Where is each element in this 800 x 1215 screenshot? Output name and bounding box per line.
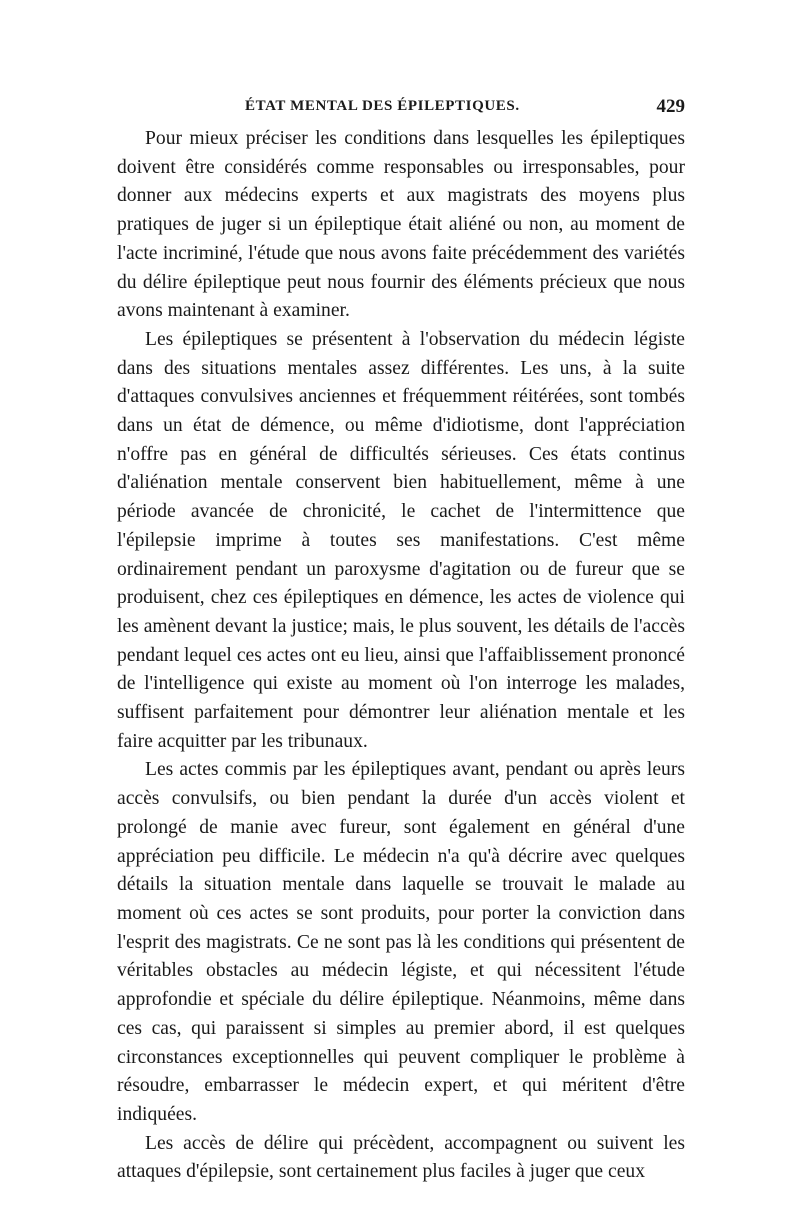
page-number: 429 — [656, 96, 685, 117]
paragraph: Les épileptiques se présentent à l'observation du médecin légiste dans des situations mentales assez différentes. Les uns, à la suite d'attaques convulsives anciennes et fréquemment réitérées, sont tombés dans un état de démence, ou même d'idiotisme, dont l'appréciation n'offre pas en général de difficultés sérieuses. Ces états continus d'aliénation mentale conservent bien habituellement, même à une période avancée de chronicité, le cachet de l'intermittence que l'épilepsie imprime à toutes ses manifestations. C'est même ordinairement pendant un paroxysme d'agitation ou de fureur que se produisent, chez ces épileptiques en démence, les actes de violence qui les amènent devant la justice; mais, le plus souvent, les détails de l'accès pendant lequel ces actes ont eu lieu, ainsi que l'affaiblissement prononcé de l'intelligence qui existe au moment où l'on interroge les malades, suffisent parfaitement pour démontrer leur aliénation mentale et les faire acquitter par les tribunaux. — [117, 328, 685, 752]
paragraph: Les accès de délire qui précèdent, accompagnent ou suivent les attaques d'épilepsie, sont certainement plus faciles à juger que ceux — [117, 1132, 685, 1183]
paragraph: Pour mieux préciser les conditions dans lesquelles les épileptiques doivent être considérés comme responsables ou irresponsables, pour donner aux médecins experts et aux magistrats des moyens plus pratiques de juger si un épileptique était aliéné ou non, au moment de l'acte incriminé, l'étude que nous avons faite précédemment des variétés du délire épileptique peut nous fournir des éléments précieux que nous avons maintenant à examiner. — [117, 128, 685, 322]
running-title: ÉTAT MENTAL DES ÉPILEPTIQUES. — [245, 98, 520, 114]
paragraph: Les actes commis par les épileptiques avant, pendant ou après leurs accès convulsifs, ou bien pendant la durée d'un accès violent et prolongé de manie avec fureur, sont également en général d'une appréciation peu difficile. Le médecin n'a qu'à décrire avec quelques détails la situation mentale dans laquelle se trouvait le malade au moment où ces actes se sont produits, pour porter la conviction dans l'esprit des magistrats. Ce ne sont pas là les conditions qui présentent de véritables obstacles au médecin légiste, et qui nécessitent l'étude approfondie et spéciale du délire épileptique. Néanmoins, même dans ces cas, qui paraissent si simples au premier abord, il est quelques circonstances exceptionnelles qui peuvent compliquer le problème à résoudre, embarrasser le médecin expert, et qui méritent d'être indiquées. — [117, 759, 685, 1125]
running-head — [117, 98, 685, 122]
body-text — [117, 125, 685, 1187]
